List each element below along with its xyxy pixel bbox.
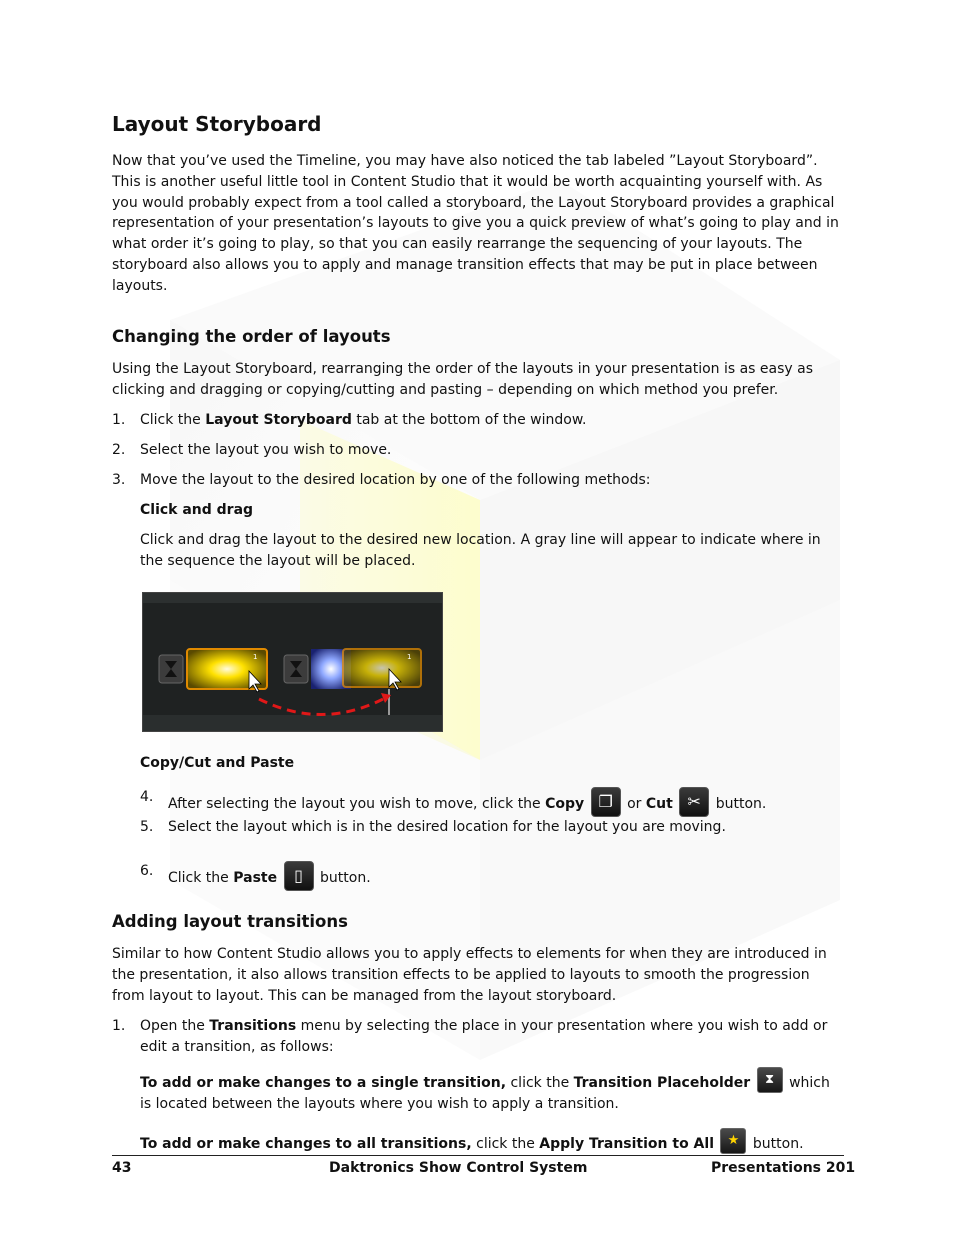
- screenshot-badge: 1: [253, 653, 258, 661]
- section-heading-adding-transitions: Adding layout transitions: [112, 912, 348, 931]
- apply-transition-to-all-icon: ★: [720, 1128, 746, 1154]
- section2-intro: Similar to how Content Studio allows you to apply effects to elements for when they are introduced in the presentation, it also allows transition effects to be applied to layouts to smooth the progression from layout to layout. This can be managed from the layout storyboard.: [112, 946, 827, 1004]
- copy-cut-heading: Copy/Cut and Paste: [140, 755, 295, 771]
- footer-title: Daktronics Show Control System: [329, 1160, 588, 1176]
- click-drag-heading: Click and drag: [140, 502, 254, 518]
- transition-placeholder-icon: ⧗: [757, 1067, 783, 1093]
- click-drag-text: Click and drag the layout to the desired new location. A gray line will appear to indicate where in the sequence the layout will be placed.: [140, 532, 821, 569]
- copy-button-icon: ❐: [591, 787, 621, 817]
- list-item: 4. After selecting the layout you wish to move, click the Copy ❐ or Cut ✂ button.: [140, 787, 840, 808]
- paste-button-icon: ▯: [284, 861, 314, 891]
- storyboard-screenshot: [142, 592, 443, 732]
- all-transitions-note: To add or make changes to all transitions, click the Apply Transition to All ★ button.: [140, 1128, 840, 1155]
- section1-intro: Using the Layout Storyboard, rearranging the order of the layouts in your presentation is as easy as clicking and dragging or copying/cutting and pasting – depending on which method you prefer.: [112, 361, 814, 398]
- list-item: 6. Click the Paste ▯ button.: [140, 861, 840, 882]
- footer-divider: [112, 1155, 844, 1156]
- footer-section: Presentations 201: [711, 1160, 856, 1176]
- page-title: Layout Storyboard: [112, 112, 322, 136]
- page-number: 43: [112, 1160, 132, 1176]
- cut-button-icon: ✂: [679, 787, 709, 817]
- intro-paragraph: Now that you’ve used the Timeline, you may have also noticed the tab labeled ”Layout Storyboard”. This is another useful little tool in Content Studio that it would be worth acquainting yourself with. As you would probably expect from a tool called a storyboard, the Layout Storyboard provides a graphical representation of your presentation’s layouts to give you a quick preview of what’s going to play and in what order it’s going to play, so that you can easily rearrange the sequencing of your layouts. The storyboard also allows you to apply and manage transition effects that may be put in place between layouts.: [112, 153, 839, 294]
- screenshot-badge: 1: [407, 653, 412, 661]
- list-item: 5. Select the layout which is in the desired location for the layout you are moving.: [140, 819, 726, 835]
- section-heading-changing-order: Changing the order of layouts: [112, 327, 391, 346]
- single-transition-note: To add or make changes to a single transition, click the Transition Placeholder ⧗ which is located between the layouts where you wish to apply a transition.: [140, 1067, 840, 1115]
